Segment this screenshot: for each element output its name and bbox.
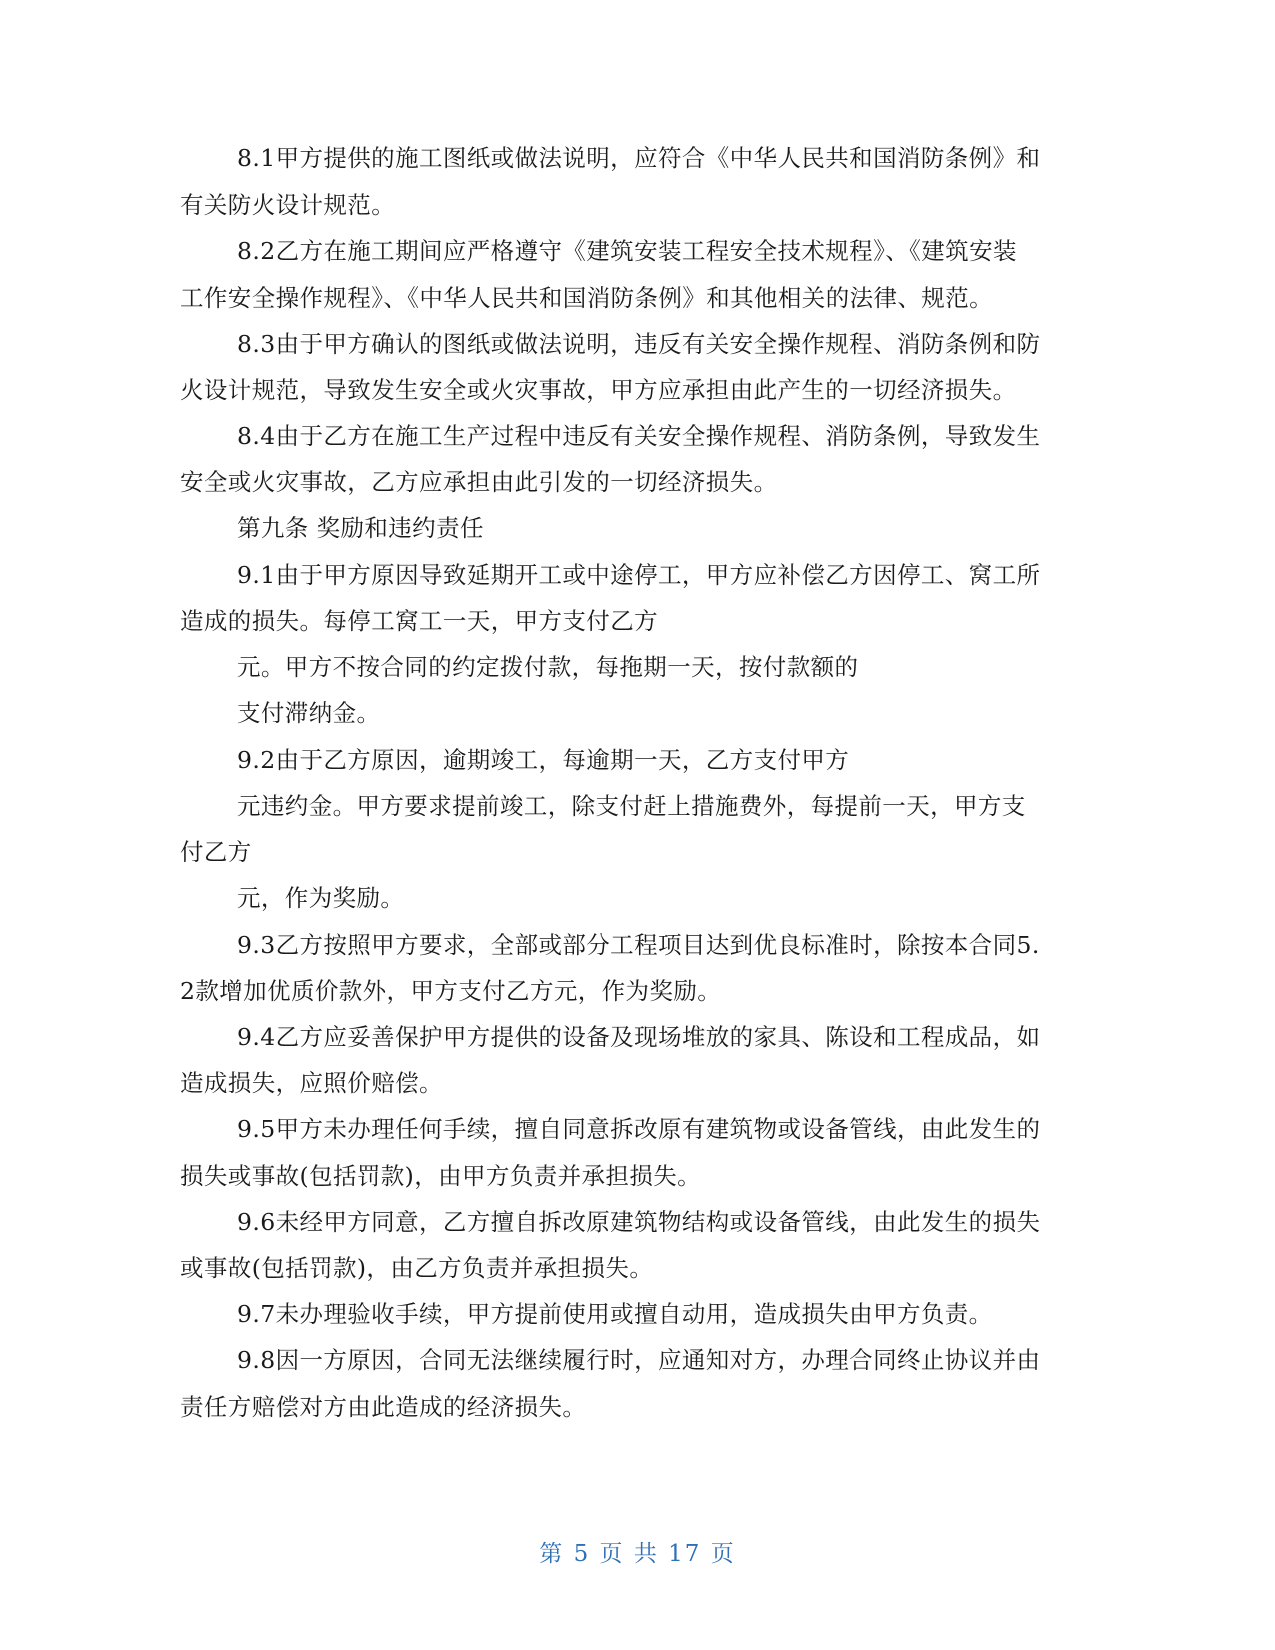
page-number-footer: 第 5 页 共 17 页 [539,1541,736,1567]
text-line: 损失或事故(包括罚款)，由甲方负责并承担损失。 [180,1162,702,1190]
text-line: 8.1甲方提供的施工图纸或做法说明，应符合《中华人民共和国消防条例》和 [237,144,1041,172]
text-line: 9.5甲方未办理任何手续，擅自同意拆改原有建筑物或设备管线，由此发生的 [237,1115,1041,1143]
text-line: 8.3由于甲方确认的图纸或做法说明，违反有关安全操作规程、消防条例和防 [237,330,1041,358]
text-line: 有关防火设计规范。 [180,191,396,219]
text-line: 支付滞纳金。 [237,699,381,727]
text-line: 火设计规范，导致发生安全或火灾事故，甲方应承担由此产生的一切经济损失。 [180,376,1017,404]
text-line: 造成的损失。每停工窝工一天，甲方支付乙方 [180,607,658,635]
section-heading: 第九条 奖励和违约责任 [237,514,484,542]
text-line: 9.3乙方按照甲方要求，全部或部分工程项目达到优良标准时，除按本合同5. [237,931,1040,959]
text-line: 安全或火灾事故，乙方应承担由此引发的一切经济损失。 [180,468,778,496]
text-line: 付乙方 [180,838,252,866]
text-line: 工作安全操作规程》、《中华人民共和国消防条例》和其他相关的法律、规范。 [180,284,993,312]
text-line: 9.4乙方应妥善保护甲方提供的设备及现场堆放的家具、陈设和工程成品，如 [237,1023,1041,1051]
text-line: 9.7未办理验收手续，甲方提前使用或擅自动用，造成损失由甲方负责。 [237,1300,993,1328]
text-line: 元。甲方不按合同的约定拨付款，每拖期一天，按付款额的 [237,653,859,681]
text-line: 2款增加优质价款外，甲方支付乙方元，作为奖励。 [180,977,722,1005]
text-line: 责任方赔偿对方由此造成的经济损失。 [180,1393,587,1421]
text-line: 9.6未经甲方同意，乙方擅自拆改原建筑物结构或设备管线，由此发生的损失 [237,1208,1041,1236]
text-line: 或事故(包括罚款)，由乙方负责并承担损失。 [180,1254,654,1282]
text-line: 9.8因一方原因，合同无法继续履行时，应通知对方，办理合同终止协议并由 [237,1346,1041,1374]
text-line: 8.4由于乙方在施工生产过程中违反有关安全操作规程、消防条例，导致发生 [237,422,1041,450]
text-line: 8.2乙方在施工期间应严格遵守《建筑安装工程安全技术规程》、《建筑安装 [237,237,1017,265]
text-line: 9.2由于乙方原因，逾期竣工，每逾期一天，乙方支付甲方 [237,746,850,774]
text-line: 元违约金。甲方要求提前竣工，除支付赶上措施费外，每提前一天，甲方支 [237,792,1026,820]
text-line: 造成损失，应照价赔偿。 [180,1069,443,1097]
text-line: 元，作为奖励。 [237,884,405,912]
text-line: 9.1由于甲方原因导致延期开工或中途停工，甲方应补偿乙方因停工、窝工所 [237,561,1041,589]
